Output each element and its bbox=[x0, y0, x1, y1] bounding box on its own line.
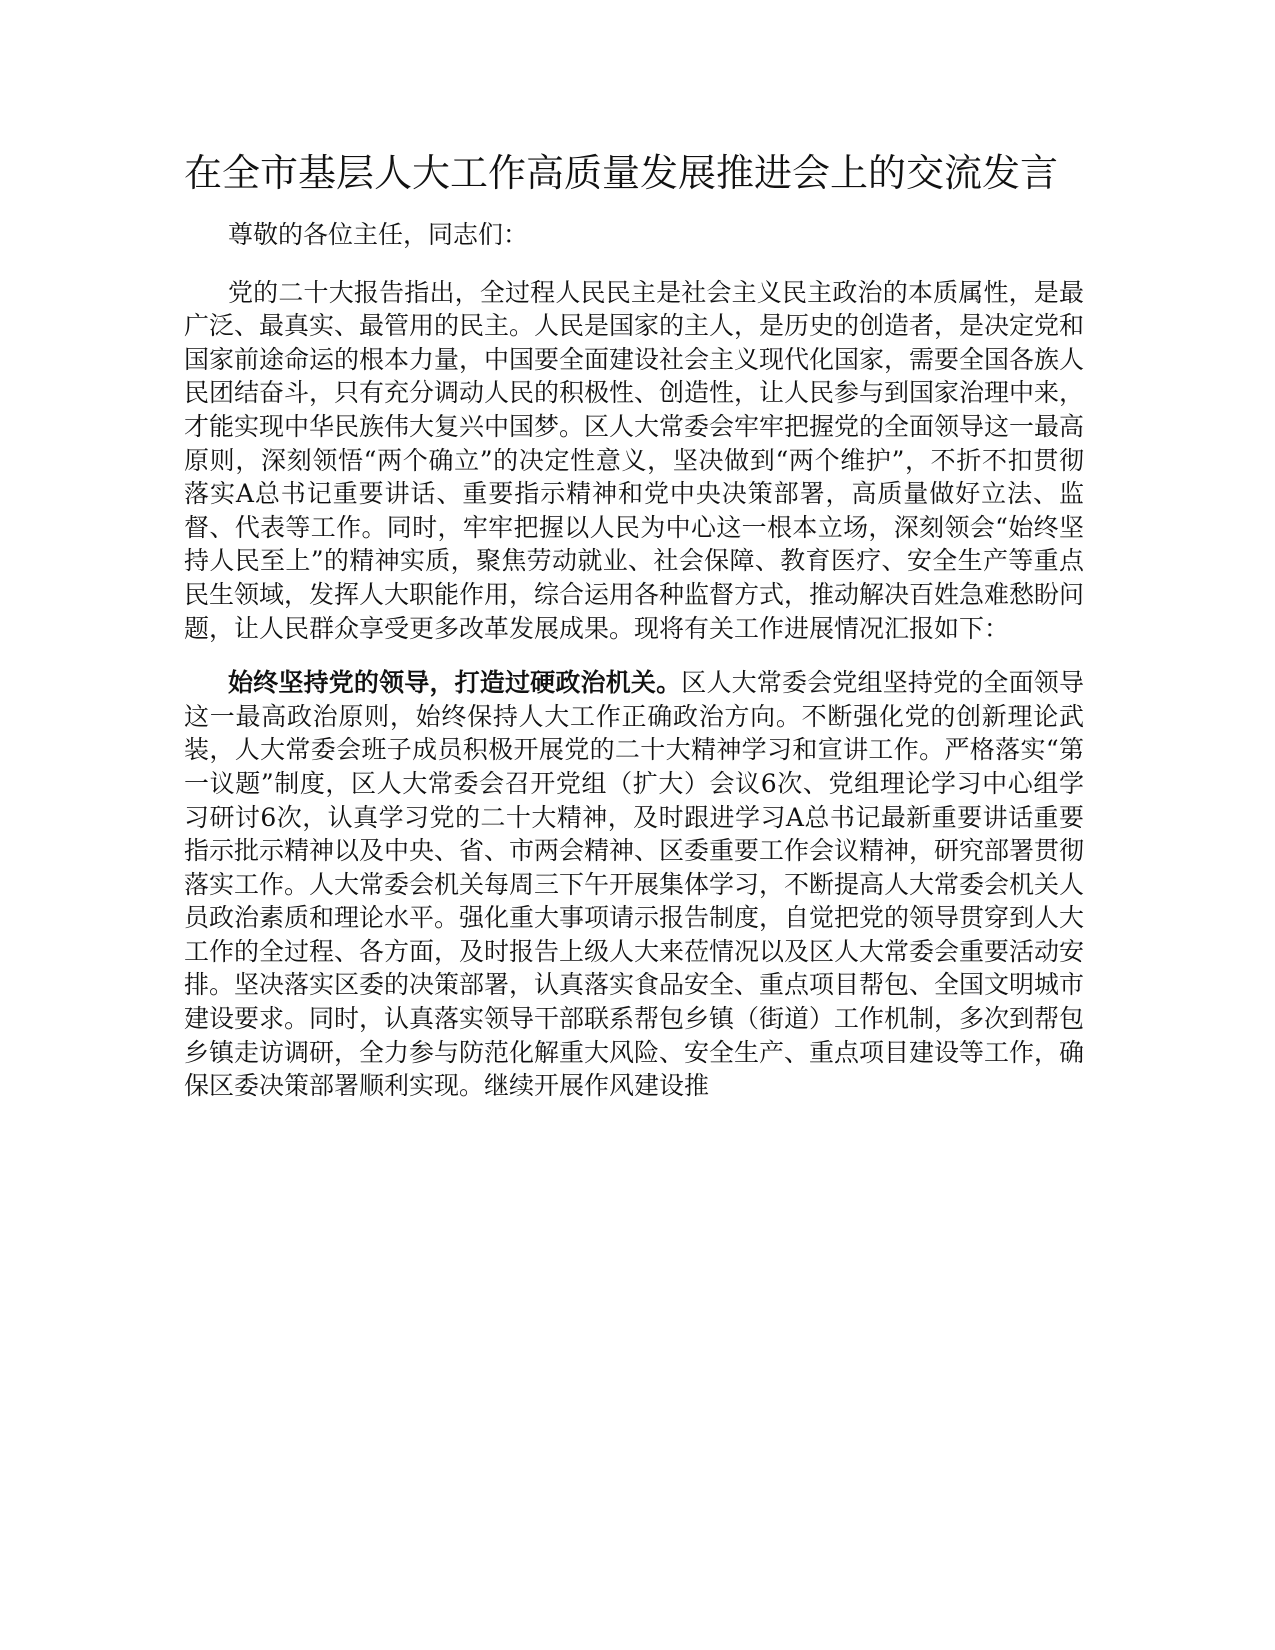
salutation: 尊敬的各位主任，同志们： bbox=[228, 220, 529, 249]
paragraph-1-text: 党的二十大报告指出，全过程人民民主是社会主义民主政治的本质属性，是最广泛、最真实、最管用的民主。人民是国家的主人，是历史的创造者，是决定党和国家前途命运的根本力量，中国要全面建设社会主义现代化国家，需要全国各族人民团结奋斗，只有充分调动人民的积极性、创造性，让人民参与到国家治理中来，才能实现中华民族伟大复兴中国梦。区人大常委会牢牢把握党的全面领导这一最高原则，深刻领悟“两个确立”的决定性意义，坚决做到“两个维护”，不折不扣贯彻落实A总书记重要讲话、重要指示精神和党中央决策部署，高质量做好立法、监督、代表等工作。同时，牢牢把握以人民为中心这一根本立场，深刻领会“始终坚持人民至上”的精神实质，聚焦劳动就业、社会保障、教育医疗、安全生产等重点民生领域，发挥人大职能作用，综合运用各种监督方式，推动解决百姓急难愁盼问题，让人民群众享受更多改革发展成果。现将有关工作进展情况汇报如下： bbox=[184, 277, 1085, 643]
document-title: 在全市基层人大工作高质量发展推进会上的交流发言 bbox=[184, 151, 1059, 195]
document-page bbox=[184, 148, 1084, 1124]
paragraph-2-lead: 始终坚持党的领导，打造过硬政治机关。 bbox=[228, 668, 682, 698]
body-paragraph-1 bbox=[184, 276, 1084, 646]
paragraph-2-text: 区人大常委会党组坚持党的全面领导这一最高政治原则，始终保持人大工作正确政治方向。不断强化党的创新理论武装，人大常委会班子成员积极开展党的二十大精神学习和宣讲工作。严格落实“第一议题”制度，区人大常委会召开党组（扩大）会议6次、党组理论学习中心组学习研讨6次，认真学习党的二十大精神，及时跟进学习A总书记最新重要讲话重要指示批示精神以及中央、省、市两会精神、区委重要工作会议精神，研究部署贯彻落实工作。人大常委会机关每周三下午开展集体学习，不断提高人大常委会机关人员政治素质和理论水平。强化重大事项请示报告制度，自觉把党的领导贯穿到人大工作的全过程、各方面，及时报告上级人大来莅情况以及区人大常委会重要活动安排。坚决落实区委的决策部署，认真落实食品安全、重点项目帮包、全国文明城市建设要求。同时，认真落实领导干部联系帮包乡镇（街道）工作机制，多次到帮包乡镇走访调研，全力参与防范化解重大风险、安全生产、重点项目建设等工作，确保区委决策部署顺利实现。继续开展作风建设推 bbox=[184, 668, 1085, 1101]
body-paragraph-2 bbox=[184, 666, 1084, 1103]
